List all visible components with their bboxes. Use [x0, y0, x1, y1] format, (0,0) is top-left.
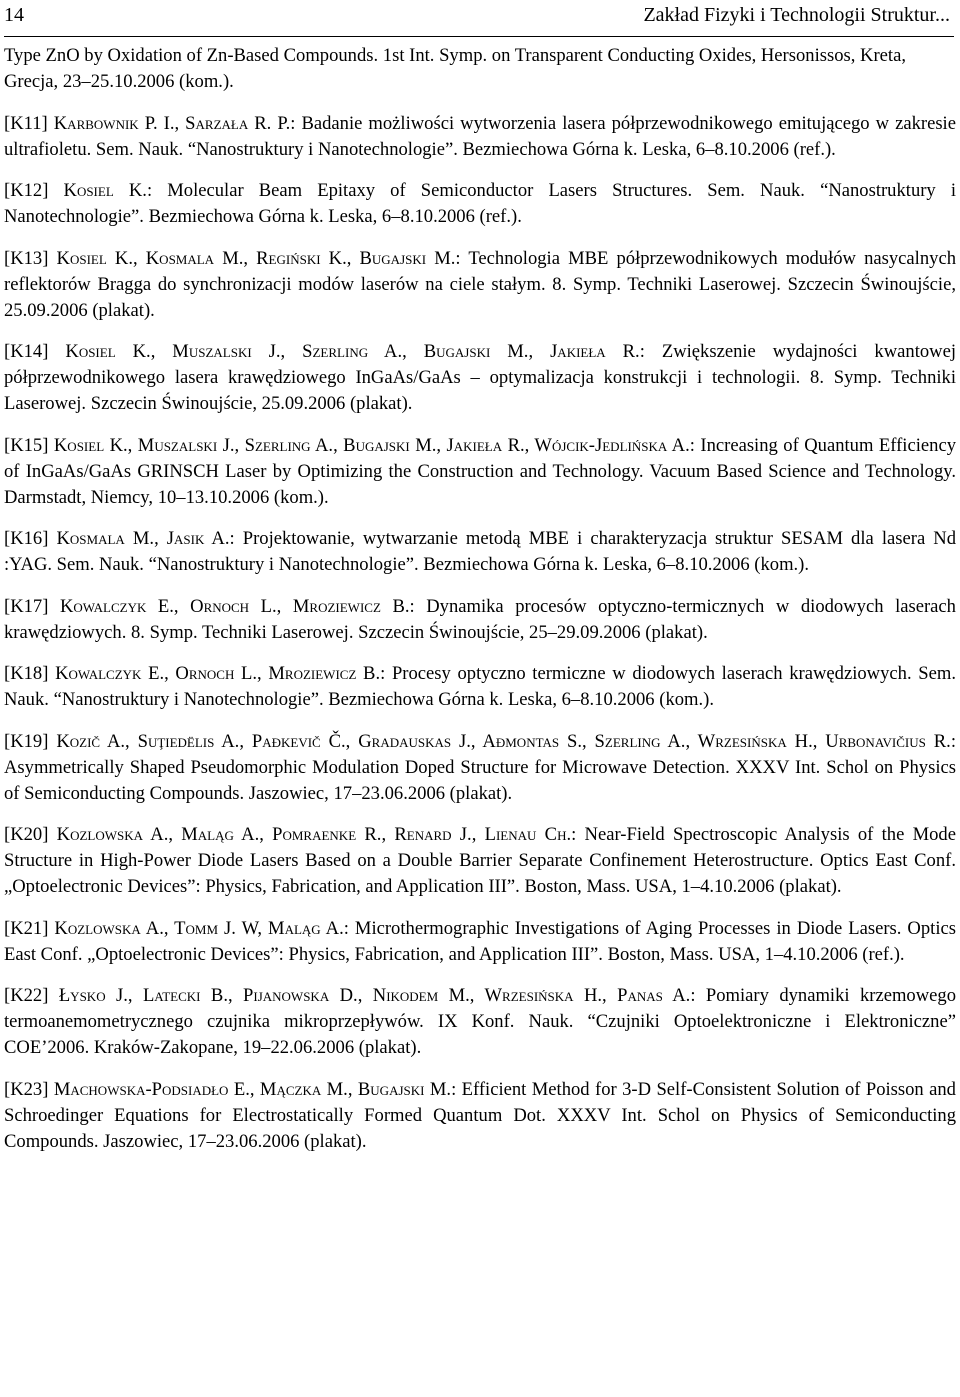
page-header [4, 0, 954, 37]
reference-authors: Kozič A., Suţiedëlis A., Pađkevič Č., Gradauskas J., Ađmontas S., Szerling A., Wrzesińska H., Urbonavičius R. [56, 730, 951, 752]
reference-text: : Microthermographic Investigations of Aging Processes in Diode Lasers. Optics East Conf. „Optoelectronic Devices”: Physics, Fabrication, and Application III”. Boston, Mass. USA, 1–4.10.2006 (ref.). [4, 917, 956, 965]
reference-authors: Kosiel K., Muszalski J., Szerling A., Bugajski M., Jakieła R., Wójcik-Jedlińska A. [53, 434, 690, 456]
reference-authors: Karbownik P. I., Sarzała R. P. [53, 112, 291, 134]
reference-number: [K16] [4, 528, 49, 549]
reference-text: : Near-Field Spectroscopic Analysis of the Mode Structure in High-Power Diode Lasers Based on a Double Barrier Separate Confinement Heterostructure. Optics East Conf. „Optoelectronic Devices”: Physics, Fabrication, and Application III”. Boston, Mass. USA, 1–4.10.2006 (plakat). [4, 824, 956, 897]
reference-authors: Kosiel K., Muszalski J., Szerling A., Bugajski M., Jakieła R. [65, 341, 640, 362]
reference-authors: Kosiel K., Kosmala M., Regiński K., Bugajski M. [56, 247, 456, 269]
reference-entry [4, 729, 956, 807]
reference-number: [K19] [4, 730, 49, 752]
reference-entry [4, 526, 956, 578]
reference-number: [K18] [4, 663, 49, 684]
reference-authors: Kosmala M., Jasik A. [56, 528, 230, 549]
reference-number: [K22] [4, 985, 49, 1006]
reference-entry [4, 433, 956, 511]
reference-text: : Zwiększenie wydajności kwantowej półprzewodnikowego lasera krawędziowego InGaAs/GaAs – optymalizacja konstrukcji i technologii. 8. Symp. Techniki Laserowej. Szczecin Świnoujście, 25.09.2006 (plakat). [4, 341, 957, 414]
reference-number: [K15] [4, 434, 49, 456]
reference-entry [4, 916, 956, 968]
reference-entry [4, 178, 956, 230]
reference-list [4, 43, 956, 1170]
reference-text: : Badanie możliwości wytworzenia lasera półprzewodnikowego emitującego w zakresie ultrafioletu. Sem. Nauk. “Nanostruktury i Nanotechnologie”. Bezmiechowa Górna k. Leska, 6–8.10.2006 (ref.). [4, 112, 956, 160]
reference-authors: Kosiel K. [63, 180, 147, 201]
reference-number: [K14] [4, 341, 49, 362]
reference-authors: Kozlowska A., Tomm J. W, Maląg A. [54, 917, 344, 939]
reference-text: : Procesy optyczno termiczne w diodowych laserach krawędziowych. Sem. Nauk. “Nanostruktury i Nanotechnologie”. Bezmiechowa Górna k. Leska, 6–8.10.2006 (kom.). [4, 663, 956, 710]
reference-number: [K21] [4, 917, 49, 939]
reference-entry [4, 983, 956, 1061]
reference-text: : Technologia MBE półprzewodnikowych modułów nasycalnych reflektorów Bragga do synchronizacji modów laserów na ciele stałym. 8. Symp. Techniki Laserowej. Szczecin Świnoujście, 25.09.2006 (plakat). [4, 247, 956, 321]
reference-entry [4, 246, 956, 324]
reference-number: [K12] [4, 180, 49, 201]
reference-authors: Łysko J., Latecki B., Pijanowska D., Nikodem M., Wrzesińska H., Panas A. [58, 985, 691, 1006]
reference-number: [K23] [4, 1078, 49, 1100]
reference-entry [4, 111, 956, 163]
reference-number: [K17] [4, 595, 49, 617]
reference-number: [K13] [4, 247, 49, 269]
reference-entry [4, 594, 956, 646]
reference-entry [4, 1077, 956, 1155]
reference-authors: Machowska-Podsiadło E., Mączka M., Bugajski M. [53, 1078, 452, 1100]
reference-text: : Molecular Beam Epitaxy of Semiconductor Lasers Structures. Sem. Nauk. “Nanostruktury i Nanotechnologie”. Bezmiechowa Górna k. Leska, 6–8.10.2006 (ref.). [4, 180, 957, 227]
reference-entry [4, 822, 956, 900]
reference-number: [K11] [4, 112, 48, 134]
reference-text: : Increasing of Quantum Efficiency of InGaAs/GaAs GRINSCH Laser by Optimizing the Construction and Technology. Vacuum Based Science and Technology. Darmstadt, Niemcy, 10–13.10.2006 (kom.). [4, 434, 956, 508]
reference-authors: Kowalczyk E., Ornoch L., Mroziewicz B. [55, 663, 381, 684]
running-title: Zakład Fizyki i Technologii Struktur... [643, 4, 950, 26]
reference-text: : Projektowanie, wytwarzanie metodą MBE i charakteryzacja struktur SESAM dla lasera Nd :YAG. Sem. Nauk. “Nanostruktury i Nanotechnologie”. Bezmiechowa Górna k. Leska, 6–8.10.2006 (kom.). [4, 528, 956, 575]
continuation-entry: Type ZnO by Oxidation of Zn-Based Compounds. 1st Int. Symp. on Transparent Conducting Oxides, Hersonissos, Kreta, Grecja, 23–25.10.2006 (kom.). [4, 45, 906, 92]
reference-text: : Asymmetrically Shaped Pseudomorphic Modulation Doped Structure for Microwave Detection. XXXV Int. Schol on Physics of Semiconducting Compounds. Jaszowiec, 17–23.06.2006 (plakat). [4, 730, 956, 804]
page-number: 14 [4, 4, 24, 26]
reference-entry [4, 661, 956, 713]
reference-authors: Kozlowska A., Maląg A., Pomraenke R., Renard J., Lienau Ch. [56, 824, 572, 845]
reference-authors: Kowalczyk E., Ornoch L., Mroziewicz B. [59, 595, 410, 617]
reference-text: : Efficient Method for 3-D Self-Consistent Solution of Poisson and Schroedinger Equations for Electrostatically Formed Quantum Dot. XXXV Int. Schol on Physics of Semiconducting Compounds. Jaszowiec, 17–23.06.2006 (plakat). [4, 1078, 956, 1152]
reference-text: : Pomiary dynamiki krzemowego termoanemometrycznego czujnika mikroprzepływów. IX Konf. Nauk. “Czujniki Optoelektroniczne i Elektroniczne” COE’2006. Kraków-Zakopane, 19–22.06.2006 (plakat). [4, 985, 956, 1058]
entries-container [4, 111, 956, 1155]
reference-number: [K20] [4, 824, 49, 845]
reference-entry [4, 339, 956, 417]
reference-text: : Dynamika procesów optyczno-termicznych w diodowych laserach krawędziowych. 8. Symp. Techniki Laserowej. Szczecin Świnoujście, 25–29.09.2006 (plakat). [4, 595, 956, 643]
